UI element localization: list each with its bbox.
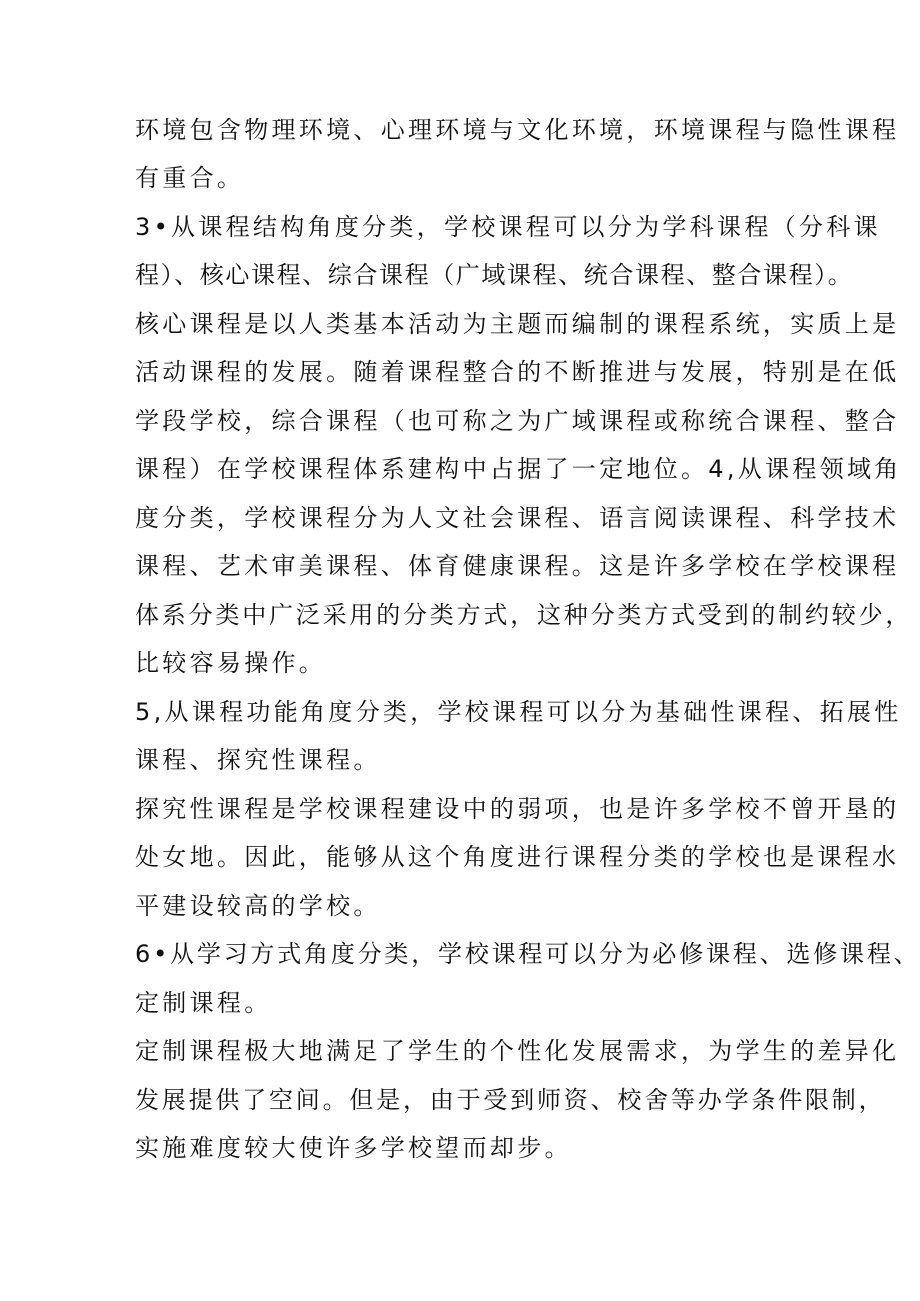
text-line: 3•从课程结构角度分类，学校课程可以分为学科课程（分科课	[135, 213, 881, 241]
text-line: 处女地。因此，能够从这个角度进行课程分类的学校也是课程水	[135, 843, 900, 871]
text-line: 定制课程。	[135, 989, 272, 1017]
text-line: 课程、探究性课程。	[135, 746, 381, 774]
text-line: 体系分类中广泛采用的分类方式，这种分类方式受到的制约较少，	[135, 601, 913, 629]
text-line: 6•从学习方式角度分类，学校课程可以分为必修课程、选修课程、	[135, 940, 920, 968]
text-line: 探究性课程是学校课程建设中的弱项，也是许多学校不曾开垦的	[135, 795, 900, 823]
text-line: 实施难度较大使许多学校望而却步。	[135, 1134, 572, 1162]
text-line: 课程）在学校课程体系建构中占据了一定地位。4,从课程领域角	[135, 455, 902, 483]
text-line: 核心课程是以人类基本活动为主题而编制的课程系统，实质上是	[135, 310, 900, 338]
text-line: 发展提供了空间。但是，由于受到师资、校舍等办学条件限制，	[135, 1086, 886, 1114]
text-line: 平建设较高的学校。	[135, 892, 381, 920]
text-line: 程）、核心课程、综合课程（广域课程、统合课程、整合课程）。	[135, 261, 854, 289]
text-line: 定制课程极大地满足了学生的个性化发展需求，为学生的差异化	[135, 1037, 900, 1065]
text-line: 学段学校，综合课程（也可称之为广域课程或称统合课程、整合	[135, 407, 900, 435]
text-line: 有重合。	[135, 164, 245, 192]
text-line: 5,从课程功能角度分类，学校课程可以分为基础性课程、拓展性	[135, 698, 902, 726]
text-line: 活动课程的发展。随着课程整合的不断推进与发展，特别是在低	[135, 358, 900, 386]
text-line: 环境包含物理环境、心理环境与文化环境，环境课程与隐性课程	[135, 116, 900, 144]
text-line: 度分类，学校课程分为人文社会课程、语言阅读课程、科学技术	[135, 504, 900, 532]
text-line: 课程、艺术审美课程、体育健康课程。这是许多学校在学校课程	[135, 552, 900, 580]
text-line: 比较容易操作。	[135, 649, 327, 677]
